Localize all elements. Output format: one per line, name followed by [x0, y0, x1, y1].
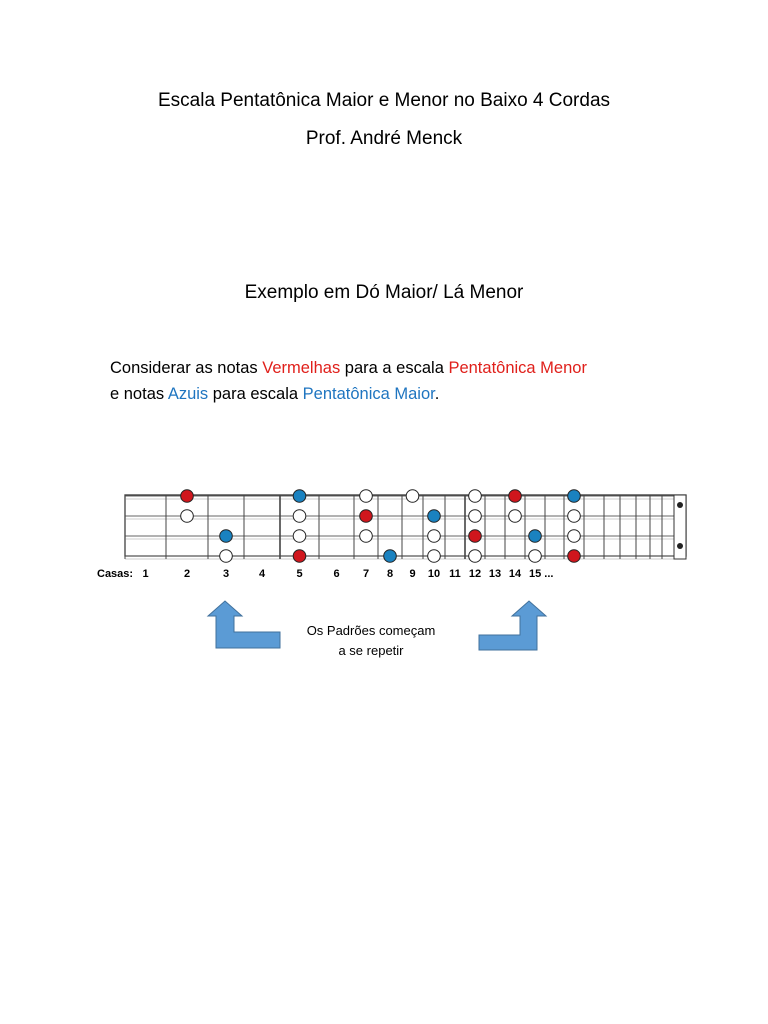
note-blue [428, 510, 441, 523]
fret-number: 1 [142, 568, 149, 580]
minor-scale-name: Pentatônica Menor [448, 359, 587, 377]
peg-dot-icon [677, 543, 683, 549]
fretboard-outline [125, 495, 686, 556]
author-name: Prof. André Menck [305, 128, 463, 149]
note-red [568, 550, 581, 563]
callout-line-2: a se repetir [338, 643, 404, 658]
fret-number: 2 [183, 568, 191, 580]
fret-number: 15 ... [529, 568, 554, 580]
note-markers [181, 490, 581, 563]
note-open [469, 490, 482, 503]
fret-number: 8 [386, 568, 394, 580]
fretboard-diagram [90, 470, 710, 690]
instruction-text: . [434, 385, 440, 403]
note-open [360, 490, 373, 503]
note-open [428, 530, 441, 543]
blue-notes-word: Azuis [167, 385, 209, 403]
fret-number: 7 [362, 568, 370, 580]
note-open [293, 530, 306, 543]
fret-number: 13 [488, 568, 502, 580]
note-open [181, 510, 194, 523]
major-scale-name: Pentatônica Maior [302, 385, 435, 403]
note-open [469, 550, 482, 563]
fret-number: 12 [468, 568, 482, 580]
example-title: Exemplo em Dó Maior/ Lá Menor [244, 282, 524, 303]
note-red [360, 510, 373, 523]
instruction-line-2 [110, 381, 730, 407]
note-open [469, 510, 482, 523]
note-open [360, 530, 373, 543]
note-open [220, 550, 233, 563]
fretboard-grid [125, 495, 686, 559]
peg-dot-icon [677, 502, 683, 508]
note-blue [293, 490, 306, 503]
note-open [509, 510, 522, 523]
document-title: Escala Pentatônica Maior e Menor no Baixo 4 Cordas [157, 90, 611, 111]
note-open [529, 550, 542, 563]
fret-number: 10 [427, 568, 441, 580]
instruction-line-1 [110, 355, 730, 381]
note-red [181, 490, 194, 503]
note-red [293, 550, 306, 563]
note-red [509, 490, 522, 503]
note-blue [384, 550, 397, 563]
instruction-text: e notas [110, 385, 168, 403]
note-open [293, 510, 306, 523]
fret-number: 5 [296, 568, 303, 580]
note-open [406, 490, 419, 503]
instruction-text: Considerar as notas [110, 359, 263, 377]
fret-numbers [142, 568, 553, 580]
fret-number: 6 [333, 568, 340, 580]
note-open [568, 530, 581, 543]
red-notes-word: Vermelhas [262, 359, 341, 377]
note-blue [568, 490, 581, 503]
instruction-text: para a escala [340, 359, 449, 377]
fret-number: 11 [449, 568, 461, 580]
arrow-up-left-icon [208, 601, 280, 648]
fret-number: 14 [508, 568, 522, 580]
note-open [428, 550, 441, 563]
note-blue [220, 530, 233, 543]
arrow-up-right-icon [479, 601, 546, 650]
note-red [469, 530, 482, 543]
callout-line-1: Os Padrões começam [306, 623, 436, 638]
fret-number: 9 [409, 568, 416, 580]
fret-number: 3 [222, 568, 230, 580]
instruction-text: para escala [208, 385, 303, 403]
note-open [568, 510, 581, 523]
fret-number: 4 [258, 568, 266, 580]
note-blue [529, 530, 542, 543]
frets-label: Casas: [97, 568, 134, 580]
